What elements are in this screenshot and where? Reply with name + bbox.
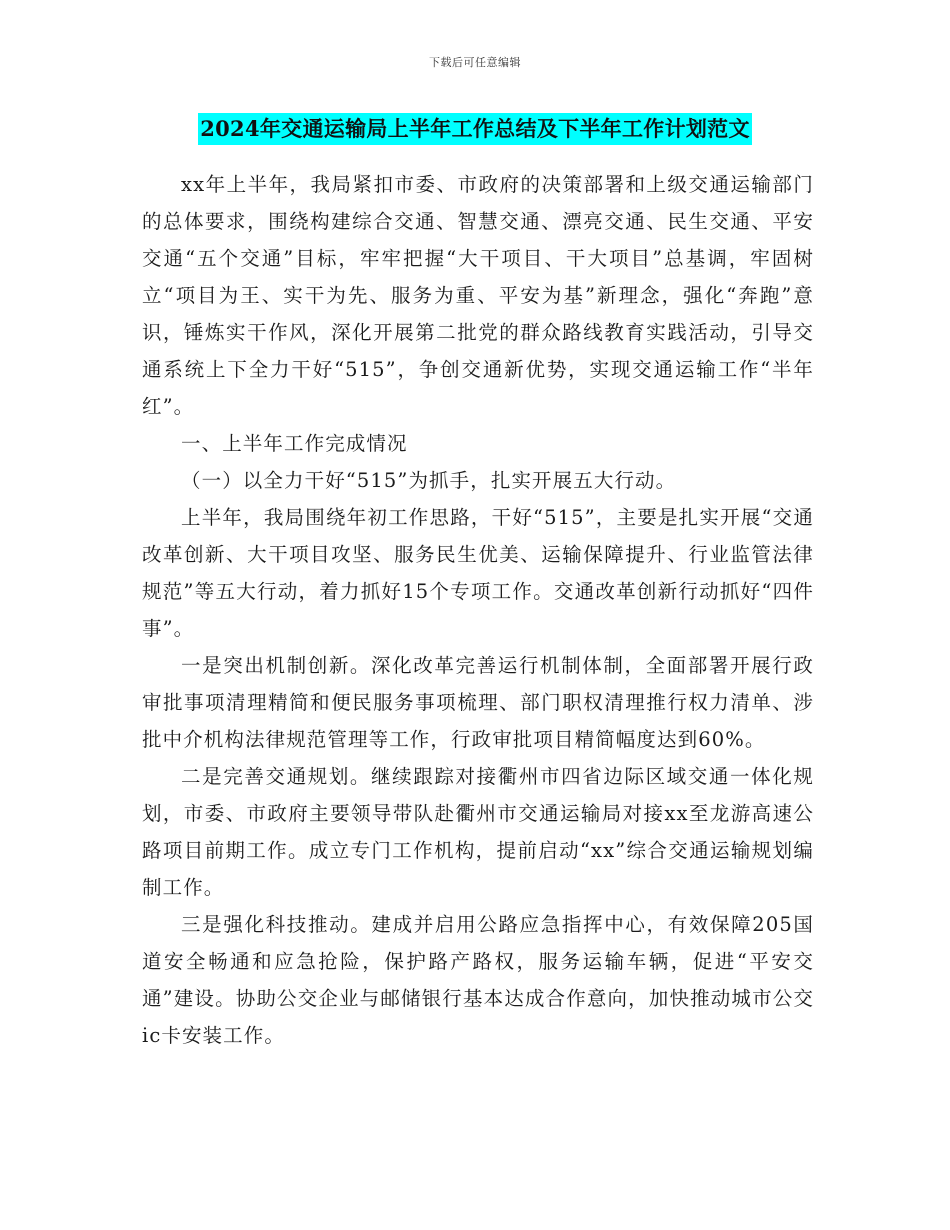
header-note: 下载后可任意编辑 bbox=[429, 56, 521, 69]
document-title: 2024年交通运输局上半年工作总结及下半年工作计划范文 bbox=[198, 113, 752, 145]
paragraph-planning: 二是完善交通规划。继续跟踪对接衢州市四省边际区域交通一体化规划，市委、市政府主要领导带队赴衢州市交通运输局对接xx至龙游高速公路项目前期工作。成立专门工作机构，提前启动“xx”综合交通运输规划编制工作。 bbox=[142, 765, 814, 899]
subsection-heading-1: （一）以全力干好“515”为抓手，扎实开展五大行动。 bbox=[181, 469, 677, 492]
paragraph-actions: 上半年，我局围绕年初工作思路，干好“515”，主要是扎实开展“交通改革创新、大干项目攻坚、服务民生优美、运输保障提升、行业监管法律规范”等五大行动，着力抓好15个专项工作。交通改革创新行动抓好“四件事”。 bbox=[142, 506, 814, 640]
paragraph-mechanism: 一是突出机制创新。深化改革完善运行机制体制，全面部署开展行政审批事项清理精简和便民服务事项梳理、部门职权清理推行权力清单、涉批中介机构法律规范管理等工作，行政审批项目精简幅度达到60%。 bbox=[142, 654, 814, 751]
document-body bbox=[142, 166, 814, 1054]
paragraph-technology: 三是强化科技推动。建成并启用公路应急指挥中心，有效保障205国道安全畅通和应急抢险，保护路产路权，服务运输车辆，促进“平安交通”建设。协助公交企业与邮储银行基本达成合作意向，加快推动城市公交ic卡安装工作。 bbox=[142, 913, 814, 1047]
section-heading-1: 一、上半年工作完成情况 bbox=[181, 432, 408, 455]
title-wrap bbox=[0, 113, 950, 145]
paragraph-intro: xx年上半年，我局紧扣市委、市政府的决策部署和上级交通运输部门的总体要求，围绕构建综合交通、智慧交通、漂亮交通、民生交通、平安交通“五个交通”目标，牢牢把握“大干项目、干大项目”总基调，牢固树立“项目为王、实干为先、服务为重、平安为基”新理念，强化“奔跑”意识，锤炼实干作风，深化开展第二批党的群众路线教育实践活动，引导交通系统上下全力干好“515”，争创交通新优势，实现交通运输工作“半年红”。 bbox=[142, 173, 814, 418]
